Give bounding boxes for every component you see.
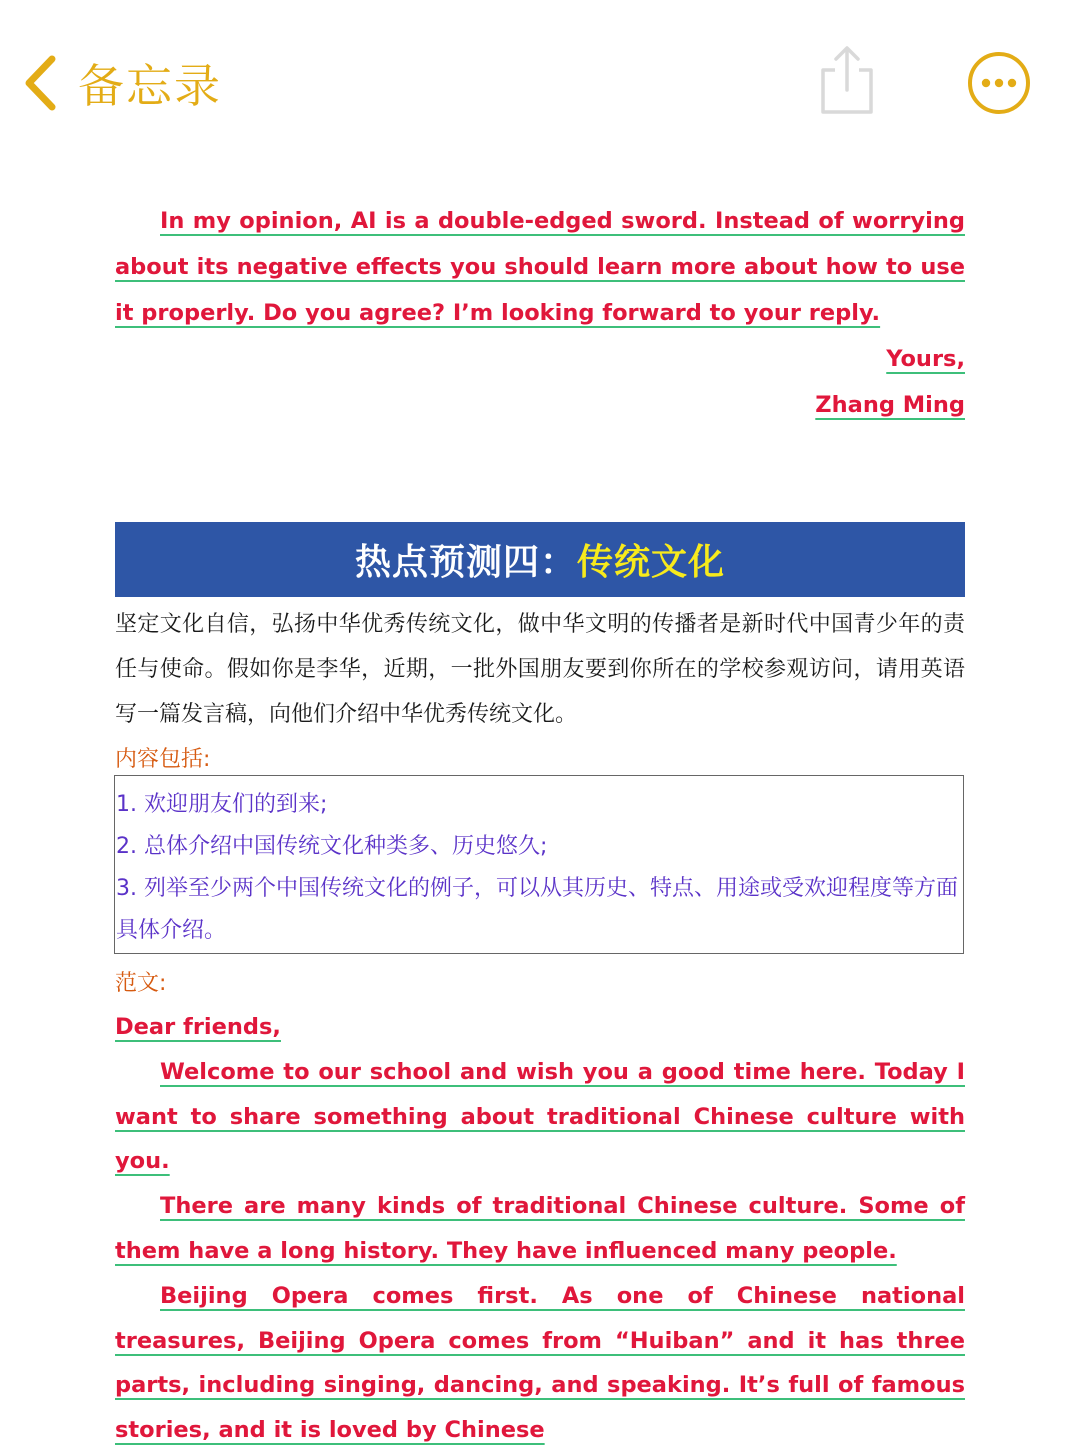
letter-signature: Zhang Ming xyxy=(815,392,965,418)
letter-end xyxy=(115,198,965,428)
essay-paragraph: There are many kinds of traditional Chinese culture. Some of them have a long history. They have influenced many people. xyxy=(115,1193,965,1264)
share-button[interactable] xyxy=(815,44,879,120)
banner-topic: 传统文化 xyxy=(577,542,726,583)
sample-label: 范文: xyxy=(115,971,167,996)
content-point: 1. 欢迎朋友们的到来; xyxy=(116,792,328,817)
content-point: 具体介绍。 xyxy=(116,918,227,943)
content-points-box xyxy=(114,775,964,954)
section-banner xyxy=(115,522,965,597)
essay-paragraph: Beijing Opera comes first. As one of Chinese national treasures, Beijing Opera comes from “Huiban” and it has three parts, including singing, dancing, and speaking. It’s full of famous stories, and it is loved by Chinese xyxy=(115,1282,965,1444)
chevron-left-icon xyxy=(20,53,60,113)
banner-prefix: 热点预测四： xyxy=(354,542,577,583)
share-icon xyxy=(815,101,879,120)
letter-closing: Yours, xyxy=(886,346,965,372)
more-icon xyxy=(966,101,1032,120)
sample-essay xyxy=(115,1005,965,1453)
essay-greeting: Dear friends, xyxy=(115,1014,281,1040)
content-label: 内容包括: xyxy=(115,747,211,772)
back-label: 备忘录 xyxy=(78,58,222,113)
content-point: 3. 列举至少两个中国传统文化的例子，可以从其历史、特点、用途或受欢迎程度等方面 xyxy=(116,876,958,901)
nav-bar xyxy=(0,0,1080,165)
content-point: 2. 总体介绍中国传统文化种类多、历史悠久; xyxy=(116,834,548,859)
task-prompt: 坚定文化自信，弘扬中华优秀传统文化，做中华文明的传播者是新时代中国青少年的责任与使命。假如你是李华，近期，一批外国朋友要到你所在的学校参观访问，请用英语写一篇发言稿，向他们介绍中华优秀传统文化。 xyxy=(115,612,965,727)
letter-paragraph: In my opinion, AI is a double-edged sword. Instead of worrying about its negative effects you should learn more about how to use it properly. Do you agree? I’m looking forward to your reply. xyxy=(115,208,965,326)
more-button[interactable] xyxy=(966,50,1032,120)
back-button[interactable] xyxy=(20,45,222,120)
essay-paragraph: Welcome to our school and wish you a good time here. Today I want to share something about traditional Chinese culture with you. xyxy=(115,1058,965,1175)
